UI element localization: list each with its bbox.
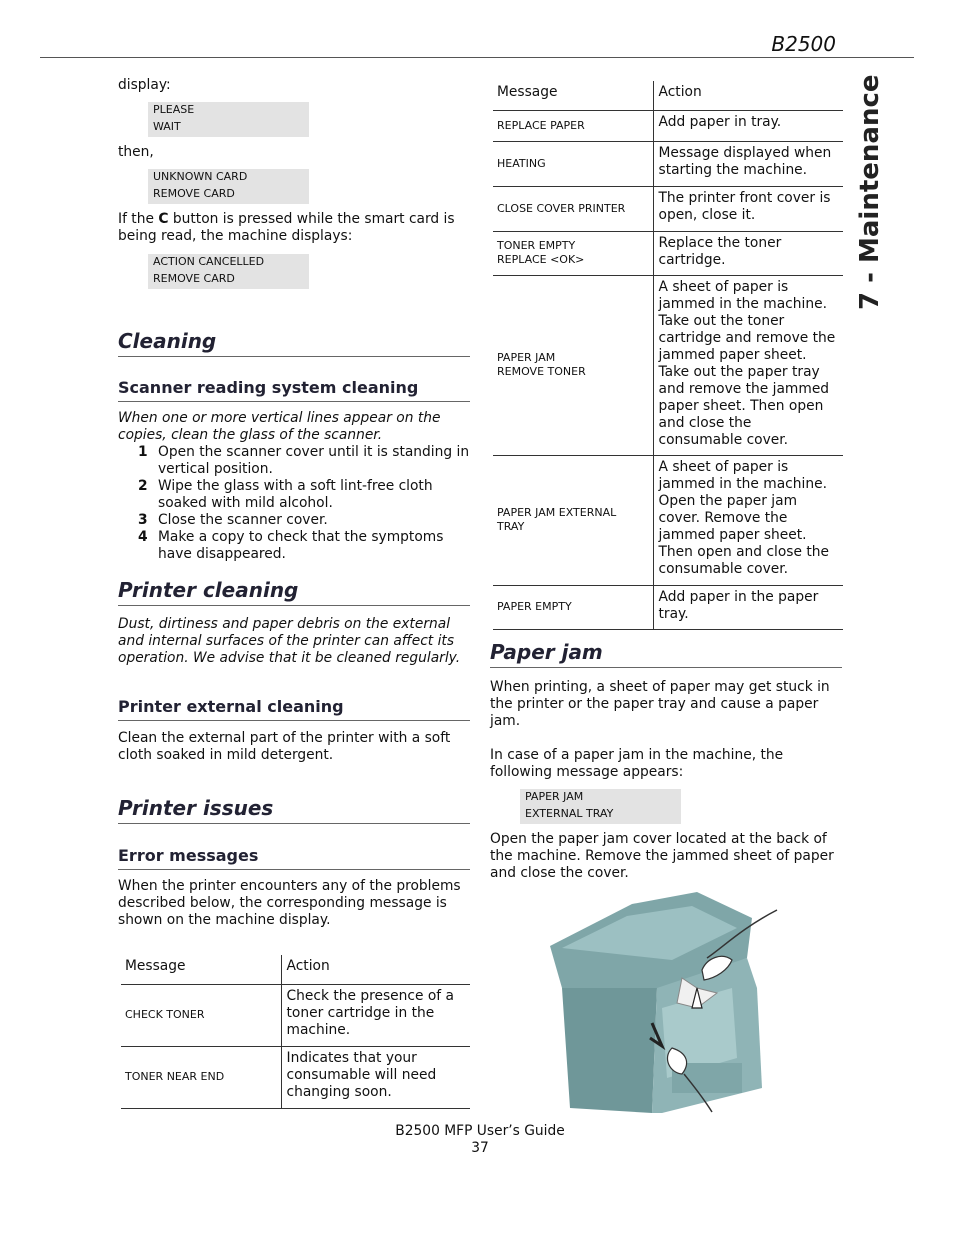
row-message — [493, 455, 653, 585]
msg-line: TONER EMPTY — [497, 239, 576, 252]
row-action: Add paper in the paper tray. — [653, 585, 843, 629]
printer-cleaning-heading: Printer cleaning — [118, 578, 470, 606]
header-rule — [40, 57, 914, 58]
footer-guide-title: B2500 MFP User’s Guide — [395, 1123, 565, 1139]
table-row — [121, 1046, 470, 1108]
msg-line: PAPER EMPTY — [497, 600, 572, 613]
footer — [380, 1123, 580, 1157]
row-message — [493, 585, 653, 629]
lcd-line: REMOVE CARD — [153, 186, 235, 200]
paper-jam-text-1: When printing, a sheet of paper may get stuck in the printer or the paper tray and cause a paper jam. — [490, 679, 830, 729]
cleaning-heading: Cleaning — [118, 329, 470, 357]
step — [118, 512, 470, 529]
msg-line: PAPER JAM — [497, 351, 556, 364]
table-row — [493, 585, 843, 629]
step-text: Open the scanner cover until it is standing in vertical position. — [158, 444, 470, 477]
step-text: Wipe the glass with a soft lint-free cloth soaked with mild alcohol. — [158, 478, 433, 511]
paper-jam-heading: Paper jam — [490, 640, 842, 668]
table-row — [121, 984, 470, 1046]
row-message — [493, 231, 653, 275]
row-action: A sheet of paper is jammed in the machine. Take out the toner cartridge and remove the jammed paper sheet. Take out the paper tray and remove the jammed paper sheet. Then open and close the consumable cover. — [653, 275, 843, 455]
printer-paper-jam-illustration — [532, 888, 782, 1116]
lcd-line: EXTERNAL TRAY — [525, 806, 614, 820]
step-number: 2 — [138, 478, 148, 494]
table-row — [493, 141, 843, 186]
step-text: Close the scanner cover. — [158, 512, 328, 528]
msg-line: REPLACE <OK> — [497, 253, 585, 266]
header-message: Message — [125, 958, 186, 974]
printer-issues-heading: Printer issues — [118, 796, 470, 824]
text: If the — [118, 211, 159, 227]
table-row — [493, 455, 843, 585]
text: button is pressed while the smart card is being read, the machine displays: — [118, 211, 455, 244]
step — [118, 529, 470, 563]
scanner-steps — [118, 444, 470, 563]
external-cleaning-heading: Printer external cleaning — [118, 697, 470, 721]
msg-line: TRAY — [497, 520, 525, 533]
error-table-left — [121, 955, 470, 1109]
row-action: Add paper in tray. — [653, 110, 843, 141]
row-action: Indicates that your consumable will need changing soon. — [281, 1046, 470, 1108]
step — [118, 444, 470, 478]
paper-jam-text-3: Open the paper jam cover located at the back of the machine. Remove the jammed sheet of paper and close the cover. — [490, 831, 834, 881]
lcd-line: WAIT — [153, 119, 181, 133]
printer-illustration-svg — [532, 888, 782, 1116]
row-message — [493, 141, 653, 186]
error-messages-text: When the printer encounters any of the problems described below, the corresponding message is shown on the machine display. — [118, 878, 461, 928]
msg-line: CHECK TONER — [125, 1008, 205, 1021]
step-number: 1 — [138, 444, 148, 460]
msg-line: REMOVE TONER — [497, 365, 586, 378]
row-action: Replace the toner cartridge. — [653, 231, 843, 275]
table-row — [493, 275, 843, 455]
table-header-row — [493, 81, 843, 110]
msg-line: HEATING — [497, 156, 546, 170]
msg-line: REPLACE PAPER — [497, 118, 585, 132]
external-cleaning-text: Clean the external part of the printer with a soft cloth soaked in mild detergent. — [118, 730, 451, 763]
page-number: 37 — [471, 1140, 489, 1156]
step — [118, 478, 470, 512]
row-message — [121, 1046, 281, 1108]
table-row — [493, 110, 843, 141]
row-action: The printer front cover is open, close it. — [653, 186, 843, 231]
row-action: A sheet of paper is jammed in the machine. Open the paper jam cover. Remove the jammed paper sheet. Then open and close the consumable cover. — [653, 455, 843, 585]
lcd-line: PLEASE — [153, 103, 195, 116]
row-message — [493, 275, 653, 455]
lcd-please-wait — [148, 102, 309, 137]
row-action: Check the presence of a toner cartridge in the machine. — [281, 984, 470, 1046]
row-message — [493, 110, 653, 141]
lcd-paper-jam — [520, 789, 681, 824]
msg-line: TONER NEAR END — [125, 1070, 225, 1083]
then-label: then, — [118, 144, 154, 160]
paper-jam-text-2: In case of a paper jam in the machine, the following message appears: — [490, 747, 784, 780]
row-action: Message displayed when starting the machine. — [653, 141, 843, 186]
step-number: 4 — [138, 529, 148, 545]
chapter-tab — [850, 74, 890, 310]
step-number: 3 — [138, 512, 148, 528]
printer-cleaning-text: Dust, dirtiness and paper debris on the external and internal surfaces of the printer can affect its operation. We advise that it be cleaned regularly. — [118, 616, 461, 666]
chapter-tab-label: 7 - Maintenance — [855, 74, 885, 310]
header-message: Message — [497, 84, 558, 100]
header-action: Action — [281, 955, 470, 984]
c-button-paragraph — [118, 211, 470, 245]
msg-line: PAPER JAM EXTERNAL — [497, 506, 617, 519]
lcd-action-cancelled — [148, 254, 309, 289]
lcd-line: ACTION CANCELLED — [153, 255, 265, 268]
row-message — [493, 186, 653, 231]
table-row — [493, 231, 843, 275]
scanner-heading: Scanner reading system cleaning — [118, 378, 470, 402]
model-name: B2500 — [771, 32, 836, 56]
header-action: Action — [653, 81, 843, 110]
step-text: Make a copy to check that the symptoms have disappeared. — [158, 529, 444, 562]
row-message — [121, 984, 281, 1046]
table-header-row — [121, 955, 470, 984]
scanner-intro: When one or more vertical lines appear on the copies, clean the glass of the scanner. — [118, 410, 441, 443]
error-table-right — [493, 81, 843, 630]
lcd-line: UNKNOWN CARD — [153, 170, 248, 183]
display-label: display: — [118, 77, 171, 93]
msg-line: CLOSE COVER PRINTER — [497, 201, 626, 215]
lcd-line: PAPER JAM — [525, 790, 584, 803]
lcd-line: REMOVE CARD — [153, 271, 235, 285]
lcd-unknown-card — [148, 169, 309, 204]
c-key: C — [158, 211, 169, 227]
error-messages-heading: Error messages — [118, 846, 470, 870]
table-row — [493, 186, 843, 231]
